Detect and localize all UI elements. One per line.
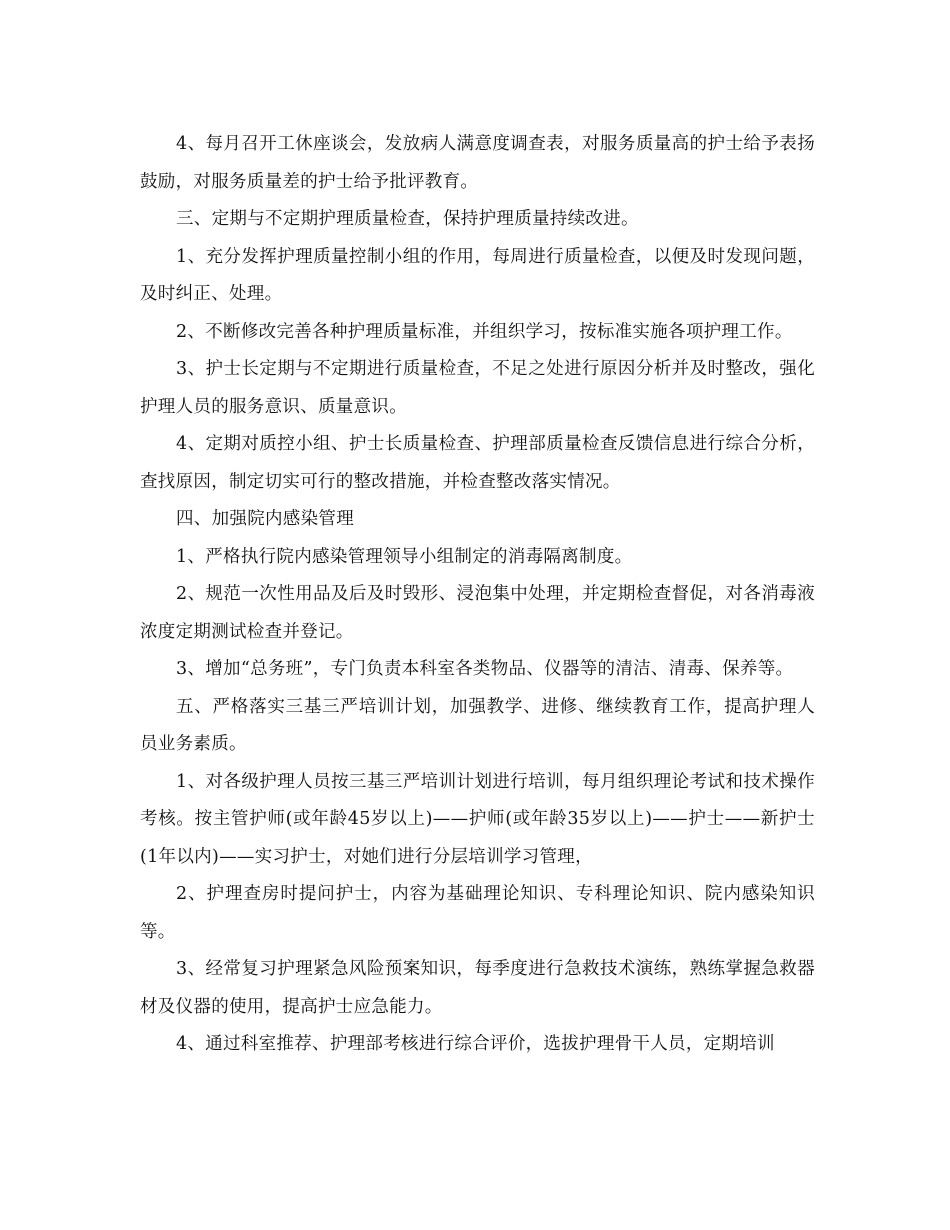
paragraph-2: 三、定期与不定期护理质量检查，保持护理质量持续改进。 (176, 209, 639, 229)
paragraph-10: 3、增加“总务班”，专门负责本科室各类物品、仪器等的清洁、清毒、保养等。 (176, 659, 794, 679)
paragraph-8: 1、严格执行院内感染管理领导小组制定的消毒隔离制度。 (176, 546, 633, 567)
paragraph-1: 4、每月召开工休座谈会，发放病人满意度调查表，对服务质量高的护士给予表扬鼓励，对服务质量差的护士给予批评教育。 (140, 134, 815, 192)
paragraph-7: 四、加强院内感染管理 (176, 509, 354, 529)
paragraph-6: 4、定期对质控小组、护士长质量检查、护理部质量检查反馈信息进行综合分析，查找原因，制定切实可行的整改措施，并检查整改落实情况。 (140, 434, 815, 492)
paragraph-11: 五、严格落实三基三严培训计划，加强教学、进修、继续教育工作，提高护理人员业务素质。 (140, 696, 815, 754)
paragraph-14: 3、经常复习护理紧急风险预案知识，每季度进行急救技术演练，熟练掌握急救器材及仪器的使用，提高护士应急能力。 (140, 959, 815, 1017)
paragraph-4: 2、不断修改完善各种护理质量标准，并组织学习，按标准实施各项护理工作。 (176, 321, 793, 342)
paragraph-3: 1、充分发挥护理质量控制小组的作用，每周进行质量检查，以便及时发现问题，及时纠正、处理。 (140, 246, 815, 304)
paragraph-15: 4、通过科室推荐、护理部考核进行综合评价，选拔护理骨干人员，定期培训 (176, 1034, 775, 1054)
paragraph-9: 2、规范一次性用品及后及时毁形、浸泡集中处理，并定期检查督促，对各消毒液浓度定期测试检查并登记。 (140, 584, 815, 642)
paragraph-13: 2、护理查房时提问护士，内容为基础理论知识、专科理论知识、院内感染知识等。 (140, 884, 815, 942)
paragraph-12: 1、对各级护理人员按三基三严培训计划进行培训，每月组织理论考试和技术操作考核。按主管护师(或年龄45岁以上)——护师(或年龄35岁以上)——护士——新护士(1年以内)——实习护士，对她们进行分层培训学习管理， (140, 771, 815, 867)
paragraph-5: 3、护士长定期与不定期进行质量检查，不足之处进行原因分析并及时整改，强化护理人员的服务意识、质量意识。 (140, 359, 815, 417)
document-body (140, 126, 815, 1064)
